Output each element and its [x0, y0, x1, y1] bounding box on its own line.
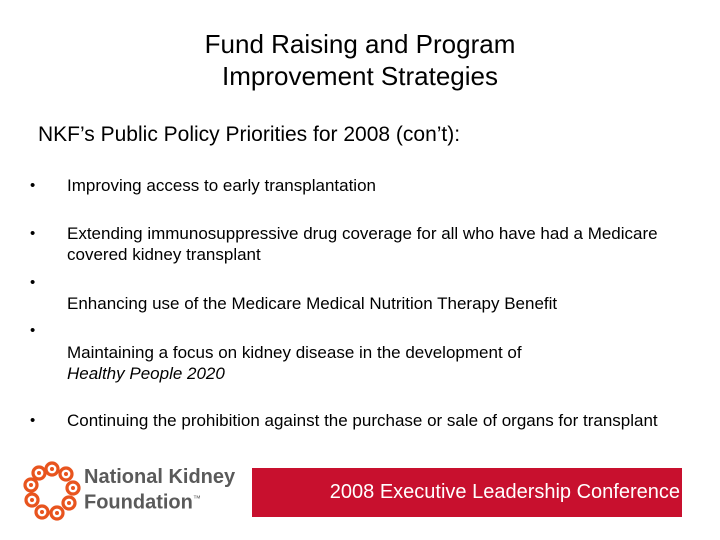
conference-banner [252, 468, 682, 517]
logo-line-2: Foundation™ [84, 491, 201, 514]
bullet-item-4-main: Maintaining a focus on kidney disease in the development of [67, 343, 522, 362]
title-line-1: Fund Raising and Program [204, 29, 516, 59]
kidney-ring-icon [22, 460, 82, 524]
bullet-marker: • [30, 177, 36, 194]
logo-line-1: National Kidney [84, 466, 236, 488]
conference-banner-text: 2008 Executive Leadership Conference [329, 481, 680, 503]
bullet-item-3: Enhancing use of the Medicare Medical Nutrition Therapy Benefit [67, 294, 558, 313]
bullet-item-2: Extending immunosuppressive drug coverage for all who have had a Medicare covered kidney transplant [67, 224, 658, 264]
title-line-2: Improvement Strategies [221, 61, 498, 91]
trademark-symbol: ™ [192, 494, 201, 503]
slide-title [0, 28, 720, 92]
bullet-marker: • [30, 412, 36, 429]
bullet-item-5: Continuing the prohibition against the purchase or sale of organs for transplant [67, 411, 658, 430]
bullet-marker: • [30, 225, 36, 242]
bullet-marker: • [30, 322, 36, 339]
bullet-item-1: Improving access to early transplantation [67, 176, 376, 195]
logo-wordmark [84, 466, 235, 514]
bullet-item-4 [67, 342, 687, 384]
bullet-item-4-italic: Healthy People 2020 [67, 364, 225, 383]
nkf-logo [22, 460, 252, 524]
slide-subtitle: NKF’s Public Policy Priorities for 2008 (con’t): [38, 123, 461, 146]
bullet-marker: • [30, 274, 36, 291]
